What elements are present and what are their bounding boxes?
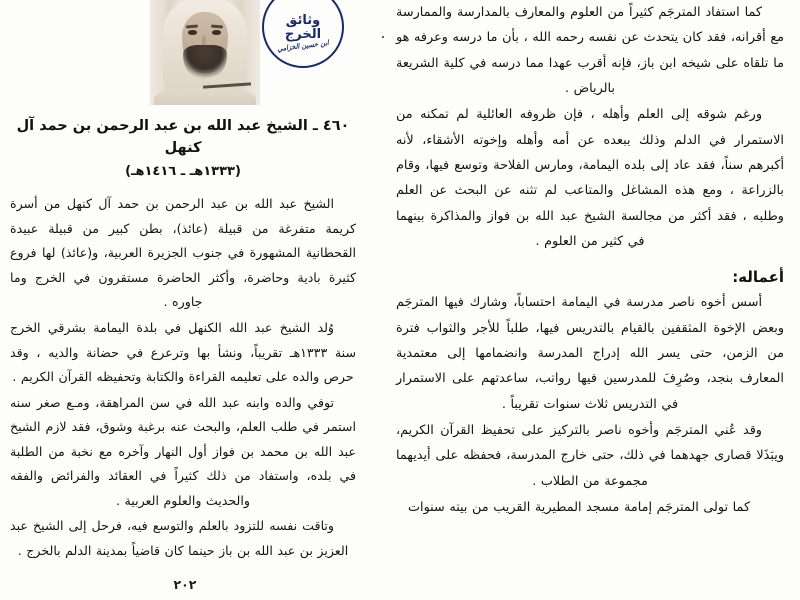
section-heading-works: أعماله: xyxy=(732,268,784,287)
right-paragraph-1: الشيخ عبد الله بن عبد الرحمن بن حمد آل كنهل من أسرة كريمة متفرغة من قبيلة (عائذ)، بطن كبير من قبيلة عبيدة القحطانية المشهورة في جنوب الجزيرة العربية، و(عائذ) لها فروع كثيرة بادية وحاضرة، وأكثر الحاضرة مستقرون في الخرج وما جاوره . xyxy=(10,196,356,310)
left-paragraph-5: كما تولى المترجَم إمامة مسجد المطيرية القريب من بيته سنوات xyxy=(407,499,751,515)
entry-header-block xyxy=(10,0,356,112)
left-paragraph-2: ورغم شوقه إلى العلم وأهله ، فإن ظروفه العائلية لم تمكنه من الاستمرار في الدلم وذلك ببعده عن أمه وأهله وإخوته الأشقاء، لأنه أكبرهم سناً، فقد عاد إلى بلده اليمامة، ومارس الفلاحة وتوسع فيها، وقام بالزراعة ، ومع هذه المشاغل والمتاعب لم تثنه عن البحث عن العلم وطلبه ، فقد أكثر من مجالسة الشيخ عبد الله بن فواز والمذاكرة بينهما في كثير من العلوم . xyxy=(396,107,784,249)
ink-speck xyxy=(382,36,384,38)
portrait-photo-inner xyxy=(150,0,260,105)
seal-line-2: الخرج xyxy=(284,26,322,42)
clipped-bottom-text xyxy=(370,588,800,600)
left-paragraph-4: وقد عُني المترجَم وأخوه ناصر بالتركيز على تحفيظ القرآن الكريم، ويبَذَلا قصارى جهدهما في ذلك، حتى خارج المدرسة، فحفظه على أيديهما مجموعة من الطلاب . xyxy=(396,422,784,489)
seal-line-1: وثائق xyxy=(285,12,321,28)
portrait-photo xyxy=(150,0,260,105)
left-column xyxy=(370,0,800,600)
right-column xyxy=(0,0,370,600)
portrait-eye-right xyxy=(212,30,221,35)
archive-seal-icon xyxy=(262,0,344,68)
right-paragraph-3: توفي والده وابنه عبد الله في سن المراهقة، ومـع صغر سنه استمر في طلب العلم، والبحث عنه برغبة وشوق، فقد لازم الشيخ عبد الله بن محمد بن فواز أول النهار وآخره مع نخبة من الطلبة في بلده، واستفاد من ذلك كثيراً في العقائد والفرائض والفقه والحديث والعلوم العربية . xyxy=(10,394,356,508)
portrait-shoulder xyxy=(154,88,255,105)
right-paragraph-2: وُلد الشيخ عبد الله الكنهل في بلدة اليمامة بشرقي الخرج سنة ١٣٣٣هـ تقريباً، ونشأ بها وترعرع في حضانة والديه ، وقد حرص والده على تعليمه القراءة والكتابة وتحفيظه القرآن الكريم . xyxy=(10,320,356,385)
entry-dates: (١٣٣٣هـ ـ ١٤١٦هـ) xyxy=(125,163,241,179)
seal-signature: ابن حسين الخزامي xyxy=(276,39,330,54)
page-number: ٢٠٢ xyxy=(173,577,197,592)
right-paragraph-4: وتاقت نفسه للتزود بالعلم والتوسع فيه، فرحل إلى الشيخ عبد العزيز بن عبد الله بن باز حينما كان قاضياً بمدينة الدلم بالخرج . xyxy=(10,518,349,558)
left-paragraph-1: كما استفاد المترجَم كثيراً من العلوم والمعارف بالمدارسة والممارسة مع أقرانه، فقد كان يتحدث عن نفسه رحمه الله ، بأن ما درسه وعرفه هو ما تلقاه على شيخه ابن باز، فإنه أقرب عهدا مما درسه في كلية الشريعة بالرياض . xyxy=(396,5,784,96)
left-paragraph-3: أسس أخوه ناصر مدرسة في اليمامة احتساباً، وشارك فيها المترجَم وبعض الإخوة المثقفين بالقيام بالتدريس فيها، طلباً للأجر والثواب فترة من الزمن، حتى يسر الله إدراج المدرسة وانضمامها إلى معتمدية المعارف بنجد، وصُرِفَ للمدرسين فيها رواتب، ساعدتهم على الاستمرار في التدريس ثلاث سنوات تقريباً . xyxy=(396,295,784,412)
entry-title: ٤٦٠ ـ الشيخ عبد الله بن عبد الرحمن بن حمد آل كنهل xyxy=(16,118,350,156)
